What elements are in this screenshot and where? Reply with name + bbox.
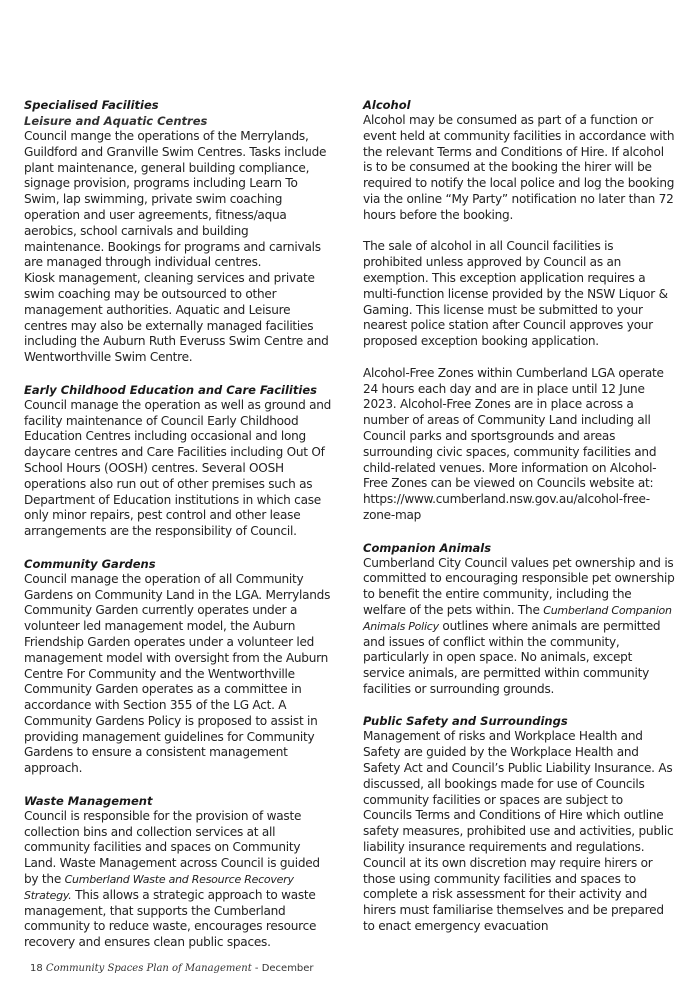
paragraph <box>363 556 675 698</box>
section-heading: Community Gardens <box>24 556 156 571</box>
paragraph: The sale of alcohol in all Council facilities is prohibited unless approved by Council as an exemption. This exception application requires a multi-function license provided by the NSW Liquor & Gaming. This license must be submitted to your nearest police station after Council approves your proposed exception booking application. <box>363 239 668 349</box>
section-heading: Public Safety and Surroundings <box>363 714 568 729</box>
section-heading: Early Childhood Education and Care Facilities <box>24 382 317 397</box>
text-run: Cumberland City Council values pet ownership and is committed to encouraging responsible pet ownership to benefit the entire community, including the welfare of the pets within. The <box>363 555 675 617</box>
paragraph: Alcohol may be consumed as part of a function or event held at community facilities in accordance with the relevant Terms and Conditions of Hire. If alcohol is to be consumed at the booking the hirer will be required to notify the local police and log the booking via the online “My Party” notification no later than 72 hours before the booking. <box>363 113 675 222</box>
document-title: Community Spaces Plan of Management <box>45 963 252 974</box>
text-run: Council is responsible for the provision of waste collection bins and collection services at all community facilities and spaces on Community Land. Waste Management across Council is guided by the <box>24 808 320 887</box>
policy-title: Cumberland Companion Animals Policy <box>363 603 672 633</box>
section-heading: Companion Animals <box>363 540 492 555</box>
section-specialised-facilities <box>24 97 332 366</box>
section-subheading: Leisure and Aquatic Centres <box>24 114 208 128</box>
page-number: 18 <box>30 963 43 974</box>
strategy-title: Cumberland Waste and Resource Recovery Strategy. <box>24 873 294 902</box>
right-column <box>363 97 675 935</box>
paragraph: Kiosk management, cleaning services and private swim coaching may be outsourced to other management authorities. Aquatic and Leisure centres may also be externally managed facilities including the Auburn Ruth Everuss Swim Centre and Wentworthville Swim Centre. <box>24 271 329 365</box>
paragraph <box>24 809 332 951</box>
text-run: This allows a strategic approach to waste management, that supports the Cumberland community to reduce waste, encourages resource recovery and ensures clean public spaces. <box>24 887 317 950</box>
footer-month: December <box>261 963 314 974</box>
section-early-childhood <box>24 382 332 540</box>
paragraph: Management of risks and Workplace Health and Safety are guided by the Workplace Health and Safety Act and Council’s Public Liability Insurance. As discussed, all bookings made for use of Councils community facilities or spaces are subject to Councils Terms and Conditions of Hire which outline safety measures, prohibited use and activities, public liability insurance requirements and regulations. Council at its own discretion may require hirers or those using community facilities and spaces to complete a risk assessment for their activity and hirers must familiarise themselves and be prepared to enact emergency evacuation <box>363 729 674 934</box>
section-heading: Specialised Facilities <box>24 98 159 112</box>
section-heading: Waste Management <box>24 793 153 808</box>
section-companion-animals <box>363 540 675 698</box>
section-waste-management <box>24 793 332 951</box>
page-footer <box>30 963 314 974</box>
paragraph: Council manage the operation as well as ground and facility maintenance of Council Early Childhood Education Centres including occasional and long daycare centres and Care Facilities including Out Of School Hours (OOSH) centres. Several OOSH operations also run out of other premises such as Department of Education institutions in which case only minor repairs, pest control and other lease arrangements are the responsibility of Council. <box>24 397 332 539</box>
section-community-gardens <box>24 556 332 777</box>
paragraph: Council manage the operation of all Community Gardens on Community Land in the LGA. Merrylands Community Garden currently operates under a volunteer led management model, the Auburn Friendship Garden operates under a volunteer led management model with oversight from the Auburn Centre For Community and the Wentworthville Community Garden operates as a committee in accordance with Section 355 of the LG Act. A Community Gardens Policy is proposed to assist in providing management guidelines for Community Gardens to ensure a consistent management approach. <box>24 571 331 776</box>
footer-separator: - <box>251 963 262 974</box>
section-heading: Alcohol <box>363 98 411 112</box>
left-column <box>24 97 332 951</box>
section-public-safety <box>363 713 675 934</box>
section-alcohol <box>363 97 675 524</box>
text-run: outlines where animals are permitted and issues of conflict within the community, particularly in open space. No animals, except service animals, are permitted within community facilities or surrounding grounds. <box>363 618 661 696</box>
paragraph: Council mange the operations of the Merrylands, Guildford and Granville Swim Centres. Tasks include plant maintenance, general building compliance, signage provision, programs including Learn To Swim, lap swimming, private swim coaching operation and user agreements, fitness/aqua aerobics, school carnivals and building maintenance. Bookings for programs and carnivals are managed through individual centres. <box>24 129 327 270</box>
paragraph: Alcohol-Free Zones within Cumberland LGA operate 24 hours each day and are in place until 12 June 2023. Alcohol-Free Zones are in place across a number of areas of Community Land including all Council parks and sportsgrounds and areas surrounding civic spaces, community facilities and child-related venues. More information on Alcohol-Free Zones can be viewed on Councils website at: https://www.cumberland.nsw.gov.au/alcohol-free-zone-map <box>363 365 664 522</box>
